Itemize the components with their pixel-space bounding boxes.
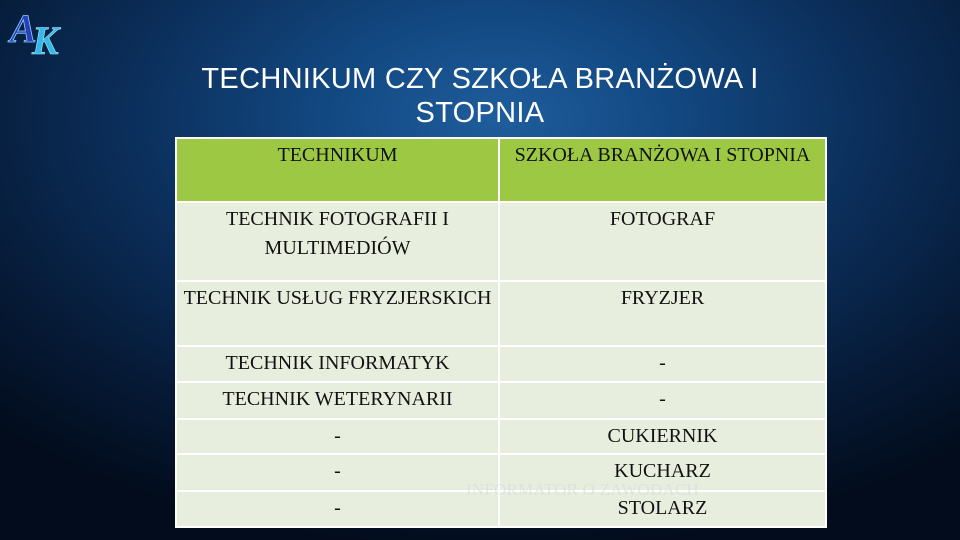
svg-text:K: K xyxy=(32,18,59,60)
slide-title-line-1: TECHNIKUM CZY SZKOŁA BRANŻOWA I xyxy=(201,63,759,95)
table-row xyxy=(176,346,826,382)
table-cell: STOLARZ xyxy=(499,491,826,527)
table-row xyxy=(176,419,826,454)
header-technikum: TECHNIKUM xyxy=(176,138,499,202)
table-cell: KUCHARZ xyxy=(499,454,826,491)
header-szkola-branzowa: SZKOŁA BRANŻOWA I STOPNIA xyxy=(499,138,826,202)
ak-logo xyxy=(6,4,72,60)
table-cell: FRYZJER xyxy=(499,281,826,346)
table-cell: - xyxy=(176,419,499,454)
svg-text:A: A xyxy=(10,6,37,51)
comparison-table xyxy=(175,137,827,528)
table-cell: FOTOGRAF xyxy=(499,202,826,281)
table-header-row xyxy=(176,138,826,202)
table-cell: TECHNIK USŁUG FRYZJERSKICH xyxy=(176,281,499,346)
table-row xyxy=(176,382,826,419)
slide-title xyxy=(120,62,840,130)
table-cell: CUKIERNIK xyxy=(499,419,826,454)
table-cell: - xyxy=(499,382,826,419)
table-cell: - xyxy=(176,491,499,527)
table-row xyxy=(176,202,826,281)
footer-text: INFORMATOR O ZAWODACH xyxy=(466,480,699,499)
table-row xyxy=(176,281,826,346)
table-cell: - xyxy=(176,454,499,491)
table-cell: - xyxy=(499,346,826,382)
table-cell: TECHNIK WETERYNARII xyxy=(176,382,499,419)
table-cell: TECHNIK FOTOGRAFII I MULTIMEDIÓW xyxy=(176,202,499,281)
table-cell: TECHNIK INFORMATYK xyxy=(176,346,499,382)
slide-title-line-2: STOPNIA xyxy=(415,97,545,129)
